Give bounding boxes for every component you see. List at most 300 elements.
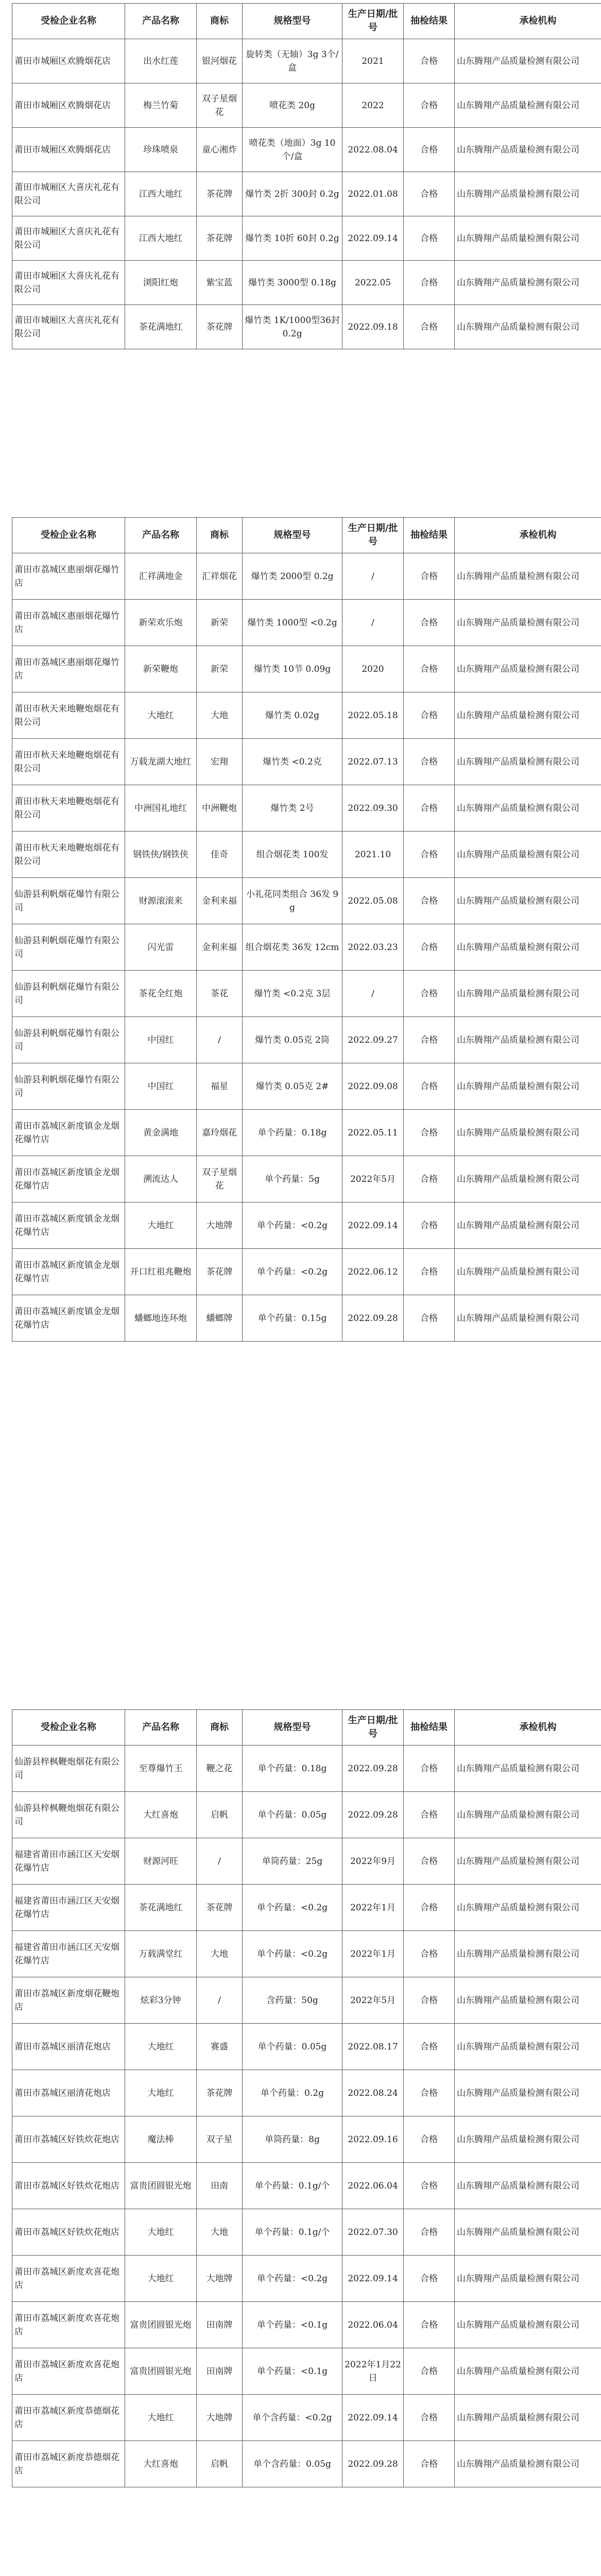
table-cell: 大地红	[125, 692, 197, 739]
table-cell: 福星	[197, 1063, 243, 1110]
table-cell: 莆田市荔城区新度恭德烟花店	[12, 2395, 125, 2441]
table-cell: 爆竹类 1K/1000型36封 0.2g	[243, 305, 342, 349]
table-cell: 莆田市荔城区新度欢喜花炮店	[12, 2348, 125, 2395]
table-cell: 蟠螂地连环炮	[125, 1295, 197, 1342]
table-cell: 2022.06.04	[342, 2163, 404, 2209]
table-cell: 金利来福	[197, 878, 243, 924]
table-cell: 佳奇	[197, 832, 243, 878]
table-cell: 单个药量：5g	[243, 1156, 342, 1202]
table-cell: 富贵团圆银光炮	[125, 2348, 197, 2395]
table-row	[12, 924, 601, 971]
inspection-table-page-1	[12, 3, 601, 349]
table-cell: 2022.09.28	[342, 1792, 404, 1838]
table-cell: 宏翔	[197, 739, 243, 785]
table-row	[12, 261, 601, 305]
table-cell: /	[342, 553, 404, 600]
table-cell: 田南牌	[197, 2302, 243, 2348]
table-cell: 合格	[404, 1017, 455, 1063]
table-cell: 合格	[404, 878, 455, 924]
table-header-row	[12, 1710, 601, 1745]
table-row	[12, 1885, 601, 1931]
table-cell: 莆田市城厢区大喜庆礼花有限公司	[12, 305, 125, 349]
table-header-row	[12, 518, 601, 553]
table-cell: 大地红	[125, 2256, 197, 2302]
table-row	[12, 1931, 601, 1977]
table-cell: 山东腾翔产品质量检测有限公司	[455, 878, 601, 924]
table-cell: 中洲国礼地红	[125, 785, 197, 832]
table-cell: 莆田市秋天来地鞭炮烟花有限公司	[12, 692, 125, 739]
table-cell: 莆田市秋天来地鞭炮烟花有限公司	[12, 785, 125, 832]
table-cell: 含药量：50g	[243, 1977, 342, 2024]
table-cell: 合格	[404, 2116, 455, 2163]
table-cell: 大地牌	[197, 2256, 243, 2302]
table-cell: 富贵团圆银光炮	[125, 2163, 197, 2209]
table-cell: 莆田市荔城区惠丽烟花爆竹店	[12, 646, 125, 692]
table-cell: 合格	[404, 305, 455, 349]
table-cell: 山东腾翔产品质量检测有限公司	[455, 600, 601, 646]
table-row	[12, 1295, 601, 1342]
table-cell: 蟠螂牌	[197, 1295, 243, 1342]
table-cell: 山东腾翔产品质量检测有限公司	[455, 2441, 601, 2487]
table-cell: 山东腾翔产品质量检测有限公司	[455, 692, 601, 739]
table-cell: 汇祥烟花	[197, 553, 243, 600]
table-cell: 大地	[197, 692, 243, 739]
table-cell: 合格	[404, 83, 455, 128]
table-cell: 启帆	[197, 1792, 243, 1838]
table-cell: 大地	[197, 2209, 243, 2256]
table-cell: 旋转类（无轴）3g 3个/盒	[243, 39, 342, 83]
table-cell: 莆田市城厢区大喜庆礼花有限公司	[12, 216, 125, 261]
table-row	[12, 553, 601, 600]
table-row	[12, 1110, 601, 1156]
table-cell: 单个药量：<0.2g	[243, 1931, 342, 1977]
table-cell: 单个药量：<0.2g	[243, 1202, 342, 1249]
table-cell: 新荣鞭炮	[125, 646, 197, 692]
column-header: 受检企业名称	[12, 518, 125, 553]
inspection-table-page-2	[12, 517, 601, 1342]
table-cell: 2022.07.30	[342, 2209, 404, 2256]
table-cell: 爆竹类 0.05克 2#	[243, 1063, 342, 1110]
table-cell: 山东腾翔产品质量检测有限公司	[455, 1977, 601, 2024]
table-cell: 单个药量：0.1g/个	[243, 2209, 342, 2256]
table-cell: 合格	[404, 2163, 455, 2209]
table-cell: 合格	[404, 1838, 455, 1885]
table-cell: 大地红	[125, 1202, 197, 1249]
table-cell: 山东腾翔产品质量检测有限公司	[455, 39, 601, 83]
table-cell: 新荣	[197, 646, 243, 692]
table-cell: 合格	[404, 785, 455, 832]
table-cell: 单个药量：<0.2g	[243, 1249, 342, 1295]
table-cell: 山东腾翔产品质量检测有限公司	[455, 832, 601, 878]
table-cell: 山东腾翔产品质量检测有限公司	[455, 646, 601, 692]
table-cell: /	[197, 1017, 243, 1063]
table-cell: 合格	[404, 1063, 455, 1110]
table-cell: 合格	[404, 1249, 455, 1295]
column-header: 受检企业名称	[12, 4, 125, 39]
table-cell: 仙游县利帆烟花爆竹有限公司	[12, 1017, 125, 1063]
table-cell: 合格	[404, 216, 455, 261]
table-cell: 山东腾翔产品质量检测有限公司	[455, 1249, 601, 1295]
table-cell: 山东腾翔产品质量检测有限公司	[455, 739, 601, 785]
table-cell: 2022.09.14	[342, 1202, 404, 1249]
table-cell: 大地牌	[197, 2395, 243, 2441]
table-cell: 2022.09.16	[342, 2116, 404, 2163]
table-row	[12, 2163, 601, 2209]
table-cell: 2022年5月	[342, 1977, 404, 2024]
table-cell: 爆竹类 1000型 <0.2g	[243, 600, 342, 646]
table-cell: 珍珠喷泉	[125, 128, 197, 172]
table-cell: /	[197, 1838, 243, 1885]
table-row	[12, 1745, 601, 1792]
table-cell: 闪光雷	[125, 924, 197, 971]
table-cell: 单个药量：0.18g	[243, 1110, 342, 1156]
table-cell: 茶花牌	[197, 1249, 243, 1295]
table-cell: 新荣	[197, 600, 243, 646]
table-cell: 2022年9月	[342, 1838, 404, 1885]
inspection-table-page-3	[12, 1709, 601, 2487]
column-header: 抽检结果	[404, 1710, 455, 1745]
table-cell: 钢铁侠/钢铁侠	[125, 832, 197, 878]
table-cell: 茶花牌	[197, 2070, 243, 2116]
table-cell: 2022.06.12	[342, 1249, 404, 1295]
table-cell: 2022.09.14	[342, 216, 404, 261]
table-cell: 仙游县梓枫鞭炮烟花有限公司	[12, 1792, 125, 1838]
table-cell: 合格	[404, 2302, 455, 2348]
table-cell: 合格	[404, 1295, 455, 1342]
table-cell: 合格	[404, 2256, 455, 2302]
table-cell: 汇祥满地金	[125, 553, 197, 600]
table-cell: 2022.09.14	[342, 2395, 404, 2441]
page-3-table-block	[12, 1709, 589, 2487]
table-cell: 合格	[404, 2348, 455, 2395]
table-cell: 田南牌	[197, 2348, 243, 2395]
table-row	[12, 2116, 601, 2163]
table-cell: 合格	[404, 2441, 455, 2487]
table-cell: 单个含药量：<0.2g	[243, 2395, 342, 2441]
table-row	[12, 2070, 601, 2116]
table-cell: 莆田市荔城区新度恭德烟花店	[12, 2441, 125, 2487]
table-cell: 爆竹类 2折 300封 0.2g	[243, 172, 342, 216]
table-cell: 山东腾翔产品质量检测有限公司	[455, 261, 601, 305]
table-cell: 茶花全红炮	[125, 971, 197, 1017]
table-cell: 合格	[404, 1745, 455, 1792]
table-row	[12, 600, 601, 646]
table-cell: 双子星烟花	[197, 83, 243, 128]
table-cell: 福建省莆田市涵江区天安烟花爆竹店	[12, 1885, 125, 1931]
table-cell: 2022年5月	[342, 1156, 404, 1202]
table-cell: 山东腾翔产品质量检测有限公司	[455, 2163, 601, 2209]
column-header: 商标	[197, 1710, 243, 1745]
table-cell: 财源滚滚来	[125, 878, 197, 924]
column-header: 商标	[197, 518, 243, 553]
table-row	[12, 1977, 601, 2024]
table-cell: 合格	[404, 2024, 455, 2070]
table-row	[12, 2395, 601, 2441]
table-cell: 山东腾翔产品质量检测有限公司	[455, 971, 601, 1017]
table-cell: 2022.08.24	[342, 2070, 404, 2116]
table-cell: 大红喜炮	[125, 2441, 197, 2487]
table-cell: 大红喜炮	[125, 1792, 197, 1838]
table-cell: 大地红	[125, 2209, 197, 2256]
table-cell: 万载龙湖大地红	[125, 739, 197, 785]
table-row	[12, 2024, 601, 2070]
table-cell: 莆田市荔城区惠丽烟花爆竹店	[12, 553, 125, 600]
column-header: 承检机构	[455, 1710, 601, 1745]
table-cell: 茶花牌	[197, 1885, 243, 1931]
table-cell: 山东腾翔产品质量检测有限公司	[455, 2116, 601, 2163]
table-cell: 单个药量：0.1g/个	[243, 2163, 342, 2209]
table-cell: 合格	[404, 600, 455, 646]
table-cell: 山东腾翔产品质量检测有限公司	[455, 1838, 601, 1885]
table-cell: 山东腾翔产品质量检测有限公司	[455, 924, 601, 971]
table-cell: 合格	[404, 692, 455, 739]
table-cell: 出水红莲	[125, 39, 197, 83]
table-cell: 山东腾翔产品质量检测有限公司	[455, 2070, 601, 2116]
table-cell: 茶花	[197, 971, 243, 1017]
table-cell: 莆田市荔城区新度欢喜花炮店	[12, 2302, 125, 2348]
table-cell: 双子星烟花	[197, 1156, 243, 1202]
table-cell: 山东腾翔产品质量检测有限公司	[455, 1792, 601, 1838]
table-cell: 江西大地红	[125, 216, 197, 261]
table-cell: 莆田市荔城区丽清花炮店	[12, 2024, 125, 2070]
table-cell: 合格	[404, 646, 455, 692]
table-cell: 莆田市荔城区好铁炊花炮店	[12, 2163, 125, 2209]
table-cell: 合格	[404, 553, 455, 600]
table-row	[12, 1838, 601, 1885]
table-row	[12, 128, 601, 172]
column-header: 承检机构	[455, 4, 601, 39]
table-cell: 单个含药量：0.05g	[243, 2441, 342, 2487]
table-cell: 茶花满地红	[125, 1885, 197, 1931]
column-header: 抽检结果	[404, 518, 455, 553]
table-cell: 童心湘炸	[197, 128, 243, 172]
table-cell: 合格	[404, 739, 455, 785]
table-cell: 大地牌	[197, 1202, 243, 1249]
table-row	[12, 39, 601, 83]
table-cell: 莆田市荔城区新度镇金龙烟花爆竹店	[12, 1249, 125, 1295]
table-cell: 2022.09.08	[342, 1063, 404, 1110]
table-cell: 山东腾翔产品质量检测有限公司	[455, 1931, 601, 1977]
table-cell: 爆竹类 <0.2克 3层	[243, 971, 342, 1017]
table-cell: 单个药量：<0.1g	[243, 2348, 342, 2395]
table-cell: 爆竹类 <0.2克	[243, 739, 342, 785]
table-cell: 仙游县利帆烟花爆竹有限公司	[12, 924, 125, 971]
table-row	[12, 646, 601, 692]
column-header: 产品名称	[125, 518, 197, 553]
table-cell: 单个药量：<0.2g	[243, 1885, 342, 1931]
table-cell: 莆田市城厢区欢腾烟花店	[12, 83, 125, 128]
table-cell: 2022.09.28	[342, 2441, 404, 2487]
table-row	[12, 83, 601, 128]
table-cell: 2022	[342, 83, 404, 128]
table-cell: 山东腾翔产品质量检测有限公司	[455, 1202, 601, 1249]
table-cell: 2020	[342, 646, 404, 692]
table-cell: 大地红	[125, 2070, 197, 2116]
table-cell: 喷花类（地面）3g 10个/盒	[243, 128, 342, 172]
table-cell: 2022.01.08	[342, 172, 404, 216]
table-cell: 单个药量：<0.1g	[243, 2302, 342, 2348]
table-cell: 至尊爆竹王	[125, 1745, 197, 1792]
table-cell: 2021	[342, 39, 404, 83]
column-header: 规格型号	[243, 518, 342, 553]
table-cell: 紫宝蓝	[197, 261, 243, 305]
table-cell: 万载满堂红	[125, 1931, 197, 1977]
table-cell: 2021.10	[342, 832, 404, 878]
table-cell: 爆竹类 2000型 0.2g	[243, 553, 342, 600]
table-cell: 黄金满地	[125, 1110, 197, 1156]
table-cell: 财源河旺	[125, 1838, 197, 1885]
table-cell: 合格	[404, 2395, 455, 2441]
table-cell: 单个药量：0.15g	[243, 1295, 342, 1342]
table-cell: 2022年1月	[342, 1885, 404, 1931]
table-row	[12, 832, 601, 878]
table-cell: 2022.09.18	[342, 305, 404, 349]
table-cell: 2022年1月22日	[342, 2348, 404, 2395]
table-cell: 爆竹类 10节 0.09g	[243, 646, 342, 692]
table-cell: 组合烟花类 36发 12cm	[243, 924, 342, 971]
table-cell: 中洲鞭炮	[197, 785, 243, 832]
table-cell: 合格	[404, 1885, 455, 1931]
table-cell: 2022.09.27	[342, 1017, 404, 1063]
table-cell: 2022.05.11	[342, 1110, 404, 1156]
table-row	[12, 172, 601, 216]
table-cell: 爆竹类 0.02g	[243, 692, 342, 739]
table-cell: 山东腾翔产品质量检测有限公司	[455, 83, 601, 128]
table-cell: 2022.03.23	[342, 924, 404, 971]
column-header: 生产日期/批号	[342, 518, 404, 553]
table-row	[12, 1249, 601, 1295]
table-cell: 中国红	[125, 1063, 197, 1110]
table-cell: 莆田市城厢区欢腾烟花店	[12, 128, 125, 172]
table-cell: 莆田市城厢区大喜庆礼花有限公司	[12, 172, 125, 216]
table-cell: 2022.05	[342, 261, 404, 305]
table-cell: 山东腾翔产品质量检测有限公司	[455, 2024, 601, 2070]
column-header: 生产日期/批号	[342, 1710, 404, 1745]
table-cell: 仙游县利帆烟花爆竹有限公司	[12, 878, 125, 924]
table-row	[12, 878, 601, 924]
table-cell: 双子星	[197, 2116, 243, 2163]
table-cell: /	[342, 971, 404, 1017]
table-row	[12, 785, 601, 832]
table-cell: /	[197, 1977, 243, 2024]
page-1-table-block	[12, 3, 589, 349]
table-cell: 合格	[404, 1156, 455, 1202]
table-cell: 山东腾翔产品质量检测有限公司	[455, 128, 601, 172]
table-cell: 新荣欢乐炮	[125, 600, 197, 646]
table-cell: 2022.09.28	[342, 1745, 404, 1792]
table-cell: 莆田市荔城区新度镇金龙烟花爆竹店	[12, 1110, 125, 1156]
table-cell: 金利来福	[197, 924, 243, 971]
table-header-row	[12, 4, 601, 39]
table-cell: 仙游县利帆烟花爆竹有限公司	[12, 971, 125, 1017]
table-cell: 莆田市荔城区新度烟花鞭炮店	[12, 1977, 125, 2024]
table-cell: 爆竹类 2号	[243, 785, 342, 832]
table-cell: 山东腾翔产品质量检测有限公司	[455, 2395, 601, 2441]
table-cell: 莆田市荔城区好铁炊花炮店	[12, 2209, 125, 2256]
table-cell: 田南	[197, 2163, 243, 2209]
table-row	[12, 2302, 601, 2348]
column-header: 生产日期/批号	[342, 4, 404, 39]
table-cell: 合格	[404, 1202, 455, 1249]
table-cell: 莆田市荔城区好铁炊花炮店	[12, 2116, 125, 2163]
column-header: 受检企业名称	[12, 1710, 125, 1745]
table-cell: 喷花类 20g	[243, 83, 342, 128]
table-cell: 山东腾翔产品质量检测有限公司	[455, 785, 601, 832]
table-cell: 莆田市荔城区丽清花炮店	[12, 2070, 125, 2116]
table-cell: 单个药量：0.2g	[243, 2070, 342, 2116]
table-cell: 嘉玲烟花	[197, 1110, 243, 1156]
column-header: 商标	[197, 4, 243, 39]
table-cell: 单个药量：<0.2g	[243, 2256, 342, 2302]
table-cell: 魔法棒	[125, 2116, 197, 2163]
table-cell: 爆竹类 0.05克 2筒	[243, 1017, 342, 1063]
page-2-table-block	[12, 517, 589, 1342]
table-cell: 启帆	[197, 2441, 243, 2487]
column-header: 产品名称	[125, 4, 197, 39]
table-cell: 2022.09.28	[342, 1295, 404, 1342]
table-cell: 茶花牌	[197, 305, 243, 349]
table-cell: 银河烟花	[197, 39, 243, 83]
table-cell: 合格	[404, 2070, 455, 2116]
table-row	[12, 216, 601, 261]
table-cell: 茶花牌	[197, 172, 243, 216]
table-cell: 大地红	[125, 2024, 197, 2070]
table-cell: 仙游县利帆烟花爆竹有限公司	[12, 1063, 125, 1110]
table-cell: 合格	[404, 924, 455, 971]
table-cell: 爆竹类 3000型 0.18g	[243, 261, 342, 305]
table-cell: 小礼花同类组合 36发 9g	[243, 878, 342, 924]
table-cell: 单个药量：0.18g	[243, 1745, 342, 1792]
table-cell: 鞭之花	[197, 1745, 243, 1792]
table-cell: 莆田市荔城区新度镇金龙烟花爆竹店	[12, 1202, 125, 1249]
table-cell: 大地	[197, 1931, 243, 1977]
table-cell: 山东腾翔产品质量检测有限公司	[455, 1885, 601, 1931]
table-cell: 2022.09.30	[342, 785, 404, 832]
table-cell: 福建省莆田市涵江区天安烟花爆竹店	[12, 1838, 125, 1885]
table-cell: 莆田市荔城区新度欢喜花炮店	[12, 2256, 125, 2302]
table-cell: 2022.08.17	[342, 2024, 404, 2070]
table-row	[12, 1792, 601, 1838]
table-cell: 合格	[404, 1110, 455, 1156]
table-cell: 山东腾翔产品质量检测有限公司	[455, 1110, 601, 1156]
column-header: 产品名称	[125, 1710, 197, 1745]
table-cell: 浏阳红炮	[125, 261, 197, 305]
table-cell: 山东腾翔产品质量检测有限公司	[455, 216, 601, 261]
table-cell: 单筒药量：8g	[243, 2116, 342, 2163]
table-row	[12, 2256, 601, 2302]
table-row	[12, 1156, 601, 1202]
table-cell: 组合烟花类 100发	[243, 832, 342, 878]
table-cell: 2022.06.04	[342, 2302, 404, 2348]
table-cell: 江西大地红	[125, 172, 197, 216]
table-cell: 莆田市荔城区新度镇金龙烟花爆竹店	[12, 1156, 125, 1202]
table-cell: 合格	[404, 128, 455, 172]
table-row	[12, 2441, 601, 2487]
table-cell: 开口红祖兆鞭炮	[125, 1249, 197, 1295]
table-cell: 山东腾翔产品质量检测有限公司	[455, 2348, 601, 2395]
table-row	[12, 739, 601, 785]
table-cell: 莆田市城厢区欢腾烟花店	[12, 39, 125, 83]
table-cell: 合格	[404, 1931, 455, 1977]
table-cell: 山东腾翔产品质量检测有限公司	[455, 2209, 601, 2256]
table-cell: 山东腾翔产品质量检测有限公司	[455, 2256, 601, 2302]
table-cell: 山东腾翔产品质量检测有限公司	[455, 1295, 601, 1342]
table-cell: 梅兰竹菊	[125, 83, 197, 128]
table-cell: 2022.05.18	[342, 692, 404, 739]
table-cell: 大地红	[125, 2395, 197, 2441]
table-row	[12, 305, 601, 349]
table-cell: /	[342, 600, 404, 646]
